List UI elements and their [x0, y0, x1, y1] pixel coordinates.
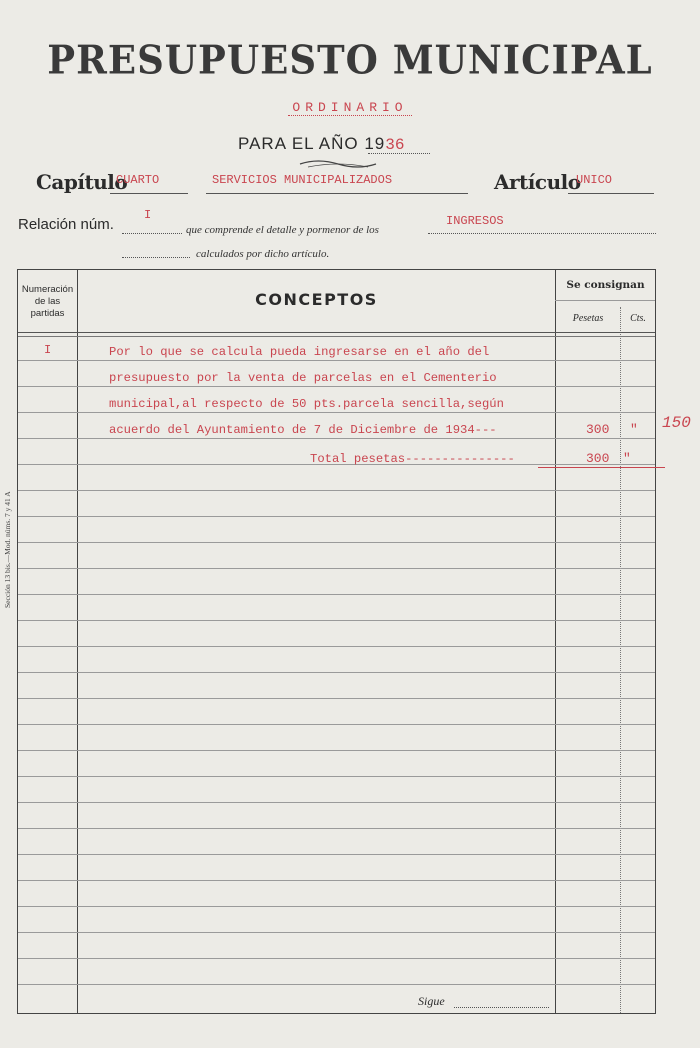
ruled-line	[18, 932, 655, 933]
ruled-line	[18, 906, 655, 907]
col-consignan: Se consignan	[566, 279, 645, 291]
ruled-line	[18, 672, 655, 673]
relacion-text2: calculados por dicho artículo.	[196, 248, 330, 260]
capitulo-value: CUARTO	[116, 173, 160, 187]
col-pesetas: Pesetas	[572, 313, 604, 324]
relacion-tipo-line	[428, 233, 656, 234]
side-note: Sección 13 bis.—Mod. núms. 7 y 41 A	[3, 491, 12, 608]
total-label: Total pesetas---------------	[310, 452, 515, 466]
ruled-line	[18, 646, 655, 647]
ruled-line	[18, 620, 655, 621]
ruled-line	[18, 984, 655, 985]
relacion-line2	[122, 257, 190, 258]
concept-line-2: presupuesto por la venta de parcelas en el Cementerio	[109, 371, 497, 385]
capitulo-name: SERVICIOS MUNICIPALIZADOS	[212, 173, 393, 187]
relacion-tipo: INGRESOS	[446, 214, 504, 228]
ruled-line	[18, 360, 655, 361]
ruled-line	[18, 516, 655, 517]
capitulo-name-line	[206, 193, 468, 194]
ruled-line	[18, 412, 655, 413]
ruled-line	[18, 698, 655, 699]
concept-line-3: municipal,al respecto de 50 pts.parcela sencilla,según	[109, 397, 504, 411]
articulo-label: Artículo	[494, 170, 581, 194]
document-title: PRESUPUESTO MUNICIPAL	[47, 36, 653, 84]
articulo-value-line	[568, 193, 654, 194]
ruled-line	[18, 880, 655, 881]
col-divider-1	[77, 270, 78, 1013]
capitulo-value-line	[110, 193, 188, 194]
ano-value: 36	[385, 136, 405, 154]
header-bottom-line-left	[18, 332, 78, 333]
ruled-line	[18, 854, 655, 855]
amount-value: 300	[586, 422, 610, 437]
sigue-label: Sigue	[418, 994, 445, 1008]
ruled-line	[18, 542, 655, 543]
header-double-line	[18, 336, 655, 337]
ruled-line	[18, 594, 655, 595]
ordinario-label: ORDINARIO	[0, 100, 700, 115]
col-divider-2	[555, 270, 556, 1013]
total-underline	[538, 467, 665, 468]
relacion-label: Relación núm.	[18, 216, 114, 233]
total-cts: "	[623, 451, 631, 466]
ruled-line	[18, 438, 655, 439]
relacion-text1: que comprende el detalle y pormenor de los	[186, 224, 379, 236]
margin-note: 150	[662, 414, 691, 432]
articulo-value: UNICO	[576, 173, 613, 187]
col-cts: Cts.	[630, 313, 646, 324]
concept-line-1: Por lo que se calcula pueda ingresarse en el año del	[109, 345, 490, 359]
concept-line-4: acuerdo del Ayuntamiento de 7 de Diciembre de 1934---	[109, 423, 497, 437]
ornament-icon	[298, 158, 378, 170]
col-conceptos: CONCEPTOS	[255, 290, 378, 309]
ruled-line	[18, 802, 655, 803]
col-numeracion: Numeración de las partidas	[21, 284, 74, 319]
ruled-line	[18, 958, 655, 959]
budget-table	[17, 269, 656, 1014]
ruled-line	[18, 750, 655, 751]
ruled-line	[18, 724, 655, 725]
ruled-line	[18, 490, 655, 491]
ruled-line	[18, 776, 655, 777]
relacion-num-line	[122, 233, 182, 234]
ruled-line	[18, 828, 655, 829]
capitulo-label: Capítulo	[36, 170, 128, 194]
total-amount: 300	[586, 451, 610, 466]
ano-label: PARA EL AÑO 19	[238, 134, 386, 153]
sigue-line	[454, 1007, 549, 1008]
ruled-line	[18, 568, 655, 569]
ruled-line	[18, 386, 655, 387]
consignan-line	[555, 300, 655, 301]
partida-number: I	[44, 343, 52, 357]
header-bottom-line	[77, 332, 655, 333]
ano-line	[238, 134, 404, 154]
ano-underline	[368, 153, 430, 154]
relacion-num: I	[144, 208, 152, 222]
amount-cts: "	[630, 422, 638, 437]
